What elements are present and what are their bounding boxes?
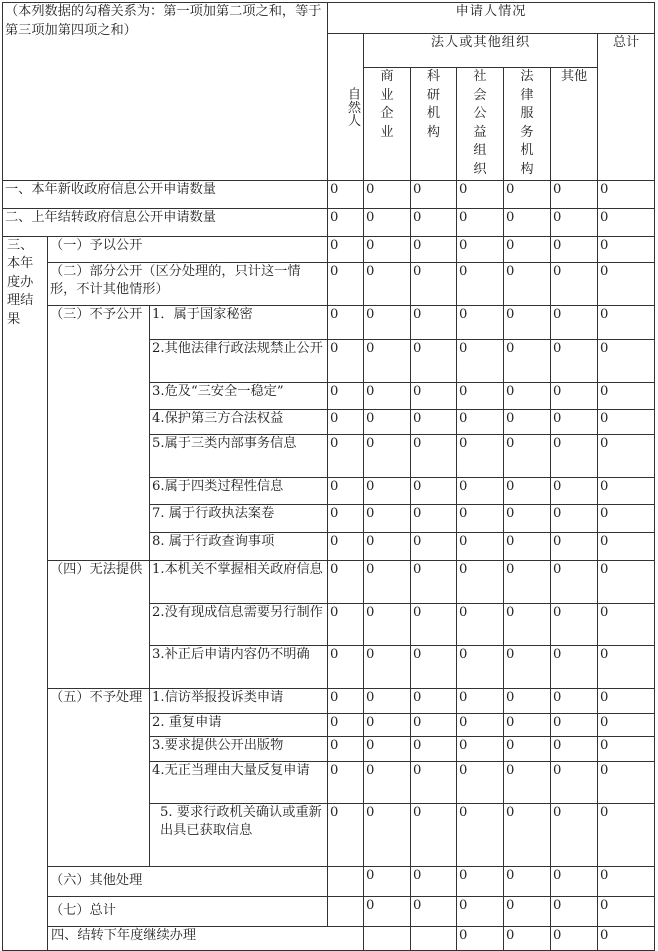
cell: 0: [457, 688, 504, 713]
cell: 0: [457, 866, 504, 896]
cell: 0: [457, 236, 504, 262]
unable-item-label: 2.没有现成信息需要另行制作: [150, 603, 328, 645]
cell: 0: [328, 688, 364, 713]
cell: 0: [411, 262, 457, 305]
cell: 0: [598, 504, 655, 532]
cell: 0: [328, 803, 364, 866]
cell: 0: [598, 208, 655, 236]
cell: 0: [551, 532, 598, 560]
cell: 0: [364, 434, 411, 477]
cell: 0: [457, 305, 504, 339]
cell: 0: [598, 603, 655, 645]
cell: 0: [551, 896, 598, 926]
cell: 0: [364, 688, 411, 713]
cell: 0: [457, 713, 504, 736]
row-other-handling-label: （六）其他处理: [48, 866, 328, 896]
cell: [411, 926, 457, 950]
cell: 0: [328, 713, 364, 736]
cell: [364, 926, 411, 950]
deny-item-label: 3.危及“三安全一稳定”: [150, 382, 328, 409]
cell: 0: [457, 532, 504, 560]
cell: 0: [328, 532, 364, 560]
cell: 0: [551, 761, 598, 803]
cell: 0: [551, 688, 598, 713]
deny-item-label: 6.属于四类过程性信息: [150, 477, 328, 504]
cell: 0: [328, 262, 364, 305]
cell: 0: [328, 434, 364, 477]
deny-item-label: 1．属于国家秘密: [150, 305, 328, 339]
cell: 0: [504, 761, 551, 803]
deny-item-label: 8. 属于行政查询事项: [150, 532, 328, 560]
cell: 0: [551, 713, 598, 736]
cell: 0: [364, 560, 411, 603]
cell: 0: [364, 603, 411, 645]
cell: 0: [551, 504, 598, 532]
cell: 0: [551, 434, 598, 477]
cell: 0: [364, 262, 411, 305]
cell: 0: [328, 180, 364, 208]
cell: 0: [504, 434, 551, 477]
cell: 0: [328, 504, 364, 532]
cell: 0: [504, 339, 551, 382]
row-partial-label: （二）部分公开（区分处理的，只计这一情形，不计其他情形）: [48, 262, 328, 305]
cell: 0: [551, 736, 598, 761]
cell: 0: [411, 434, 457, 477]
cell: 0: [598, 866, 655, 896]
cell: 0: [328, 761, 364, 803]
cell: 0: [364, 803, 411, 866]
cell: 0: [364, 477, 411, 504]
cell: 0: [411, 761, 457, 803]
cell: 0: [411, 477, 457, 504]
header-other: 其他: [551, 68, 598, 181]
header-legal-service: 法律服务机构: [504, 68, 551, 181]
cell: 0: [504, 736, 551, 761]
cell: 0: [598, 236, 655, 262]
cell: 0: [328, 339, 364, 382]
cell: 0: [328, 305, 364, 339]
cell: 0: [504, 603, 551, 645]
header-research: 科研机构: [411, 68, 457, 181]
header-commercial: 商业企业: [364, 68, 411, 181]
cell: 0: [504, 180, 551, 208]
cell: 0: [457, 603, 504, 645]
cell: 0: [598, 736, 655, 761]
cell: 0: [411, 236, 457, 262]
cell: [328, 866, 364, 896]
cell: 0: [457, 477, 504, 504]
group-noprocess-label: （五）不予处理: [48, 688, 150, 866]
cell: 0: [504, 926, 551, 950]
cell: 0: [457, 896, 504, 926]
cell: 0: [551, 645, 598, 688]
cell: 0: [457, 761, 504, 803]
cell: 0: [504, 713, 551, 736]
cell: 0: [328, 477, 364, 504]
cell: 0: [364, 504, 411, 532]
cell: 0: [598, 688, 655, 713]
header-applicant-situation: 申请人情况: [328, 3, 655, 34]
cell: 0: [411, 409, 457, 434]
deny-item-label: 2.其他法律行政法规禁止公开: [150, 339, 328, 382]
cell: 0: [457, 262, 504, 305]
cell: 0: [411, 339, 457, 382]
cell: 0: [457, 382, 504, 409]
cell: 0: [411, 208, 457, 236]
cell: 0: [364, 713, 411, 736]
cell: 0: [504, 560, 551, 603]
cell: 0: [504, 866, 551, 896]
cell: 0: [457, 926, 504, 950]
cell: 0: [364, 382, 411, 409]
cell: 0: [411, 180, 457, 208]
cell: 0: [364, 896, 411, 926]
cell: 0: [504, 208, 551, 236]
cell: 0: [411, 803, 457, 866]
header-natural-person: 自然人: [328, 34, 364, 181]
cell: 0: [328, 382, 364, 409]
cell: 0: [504, 382, 551, 409]
cell: 0: [504, 688, 551, 713]
cell: 0: [598, 409, 655, 434]
cell: 0: [364, 409, 411, 434]
cell: 0: [411, 603, 457, 645]
cell: 0: [364, 236, 411, 262]
cell: 0: [504, 477, 551, 504]
cell: 0: [551, 236, 598, 262]
cell: 0: [328, 603, 364, 645]
cell: 0: [457, 434, 504, 477]
cell: 0: [411, 532, 457, 560]
cell: 0: [364, 180, 411, 208]
cell: 0: [364, 532, 411, 560]
cell: 0: [598, 803, 655, 866]
cell: 0: [598, 896, 655, 926]
cell: 0: [551, 180, 598, 208]
header-total: 总计: [598, 34, 655, 181]
cell: 0: [551, 339, 598, 382]
cell: 0: [328, 208, 364, 236]
cell: 0: [364, 339, 411, 382]
unable-item-label: 1.本机关不掌握相关政府信息: [150, 560, 328, 603]
cell: 0: [598, 305, 655, 339]
cell: 0: [328, 736, 364, 761]
cell: 0: [457, 645, 504, 688]
cell: [328, 896, 364, 926]
cell: 0: [504, 532, 551, 560]
cell: 0: [328, 645, 364, 688]
table-note: （本列数据的勾稽关系为：第一项加第二项之和，等于第三项加第四项之和）: [3, 3, 328, 181]
cell: 0: [411, 305, 457, 339]
cell: 0: [504, 236, 551, 262]
cell: 0: [504, 262, 551, 305]
cell: 0: [551, 803, 598, 866]
cell: 0: [457, 339, 504, 382]
noprocess-item-label: 1.信访举报投诉类申请: [150, 688, 328, 713]
cell: 0: [504, 409, 551, 434]
cell: 0: [598, 180, 655, 208]
cell: 0: [457, 560, 504, 603]
group-unable-label: （四）无法提供: [48, 560, 150, 688]
cell: 0: [598, 761, 655, 803]
cell: 0: [598, 477, 655, 504]
cell: 0: [411, 560, 457, 603]
cell: 0: [364, 645, 411, 688]
cell: 0: [457, 803, 504, 866]
cell: 0: [411, 504, 457, 532]
cell: 0: [551, 305, 598, 339]
cell: 0: [411, 382, 457, 409]
cell: 0: [598, 532, 655, 560]
deny-item-label: 4.保护第三方合法权益: [150, 409, 328, 434]
deny-item-label: 7. 属于行政执法案卷: [150, 504, 328, 532]
cell: 0: [364, 736, 411, 761]
noprocess-item-label: 5. 要求行政机关确认或重新出具已获取信息: [150, 803, 328, 866]
cell: 0: [504, 504, 551, 532]
row-grant-label: （一）予以公开: [48, 236, 328, 262]
cell: 0: [411, 736, 457, 761]
cell: 0: [457, 504, 504, 532]
noprocess-item-label: 2. 重复申请: [150, 713, 328, 736]
cell: 0: [364, 305, 411, 339]
cell: 0: [328, 409, 364, 434]
cell: 0: [598, 645, 655, 688]
unable-item-label: 3.补正后申请内容仍不明确: [150, 645, 328, 688]
cell: 0: [598, 434, 655, 477]
cell: 0: [504, 803, 551, 866]
row-carried-over-label: 二、上年结转政府信息公开申请数量: [3, 208, 328, 236]
cell: 0: [598, 382, 655, 409]
noprocess-item-label: 4.无正当理由大量反复申请: [150, 761, 328, 803]
row-next-year-label: 四、结转下年度继续办理: [48, 926, 364, 950]
cell: 0: [328, 560, 364, 603]
cell: 0: [457, 736, 504, 761]
cell: 0: [598, 926, 655, 950]
group-deny-label: （三）不予公开: [48, 305, 150, 560]
cell: 0: [551, 409, 598, 434]
section-three-label: 三、本年度办理结果: [3, 236, 48, 950]
header-social-welfare: 社会公益组织: [457, 68, 504, 181]
noprocess-item-label: 3.要求提供公开出版物: [150, 736, 328, 761]
cell: 0: [504, 305, 551, 339]
deny-item-label: 5.属于三类内部事务信息: [150, 434, 328, 477]
cell: 0: [504, 896, 551, 926]
cell: 0: [551, 560, 598, 603]
cell: 0: [411, 645, 457, 688]
cell: 0: [411, 866, 457, 896]
cell: 0: [328, 236, 364, 262]
cell: 0: [411, 688, 457, 713]
cell: 0: [364, 761, 411, 803]
cell: 0: [457, 208, 504, 236]
cell: 0: [457, 180, 504, 208]
cell: 0: [598, 262, 655, 305]
row-new-applications-label: 一、本年新收政府信息公开申请数量: [3, 180, 328, 208]
header-legal-person-group: 法人或其他组织: [364, 34, 598, 68]
cell: 0: [598, 713, 655, 736]
gov-info-disclosure-table: [2, 2, 655, 951]
cell: 0: [598, 560, 655, 603]
cell: 0: [598, 339, 655, 382]
cell: 0: [551, 866, 598, 896]
row-subtotal-label: （七）总计: [48, 896, 328, 926]
cell: 0: [551, 208, 598, 236]
cell: 0: [551, 477, 598, 504]
cell: 0: [364, 208, 411, 236]
cell: 0: [551, 603, 598, 645]
cell: 0: [457, 409, 504, 434]
cell: 0: [411, 713, 457, 736]
cell: 0: [411, 896, 457, 926]
cell: 0: [551, 262, 598, 305]
cell: 0: [551, 926, 598, 950]
cell: 0: [504, 645, 551, 688]
cell: 0: [551, 382, 598, 409]
cell: 0: [364, 866, 411, 896]
